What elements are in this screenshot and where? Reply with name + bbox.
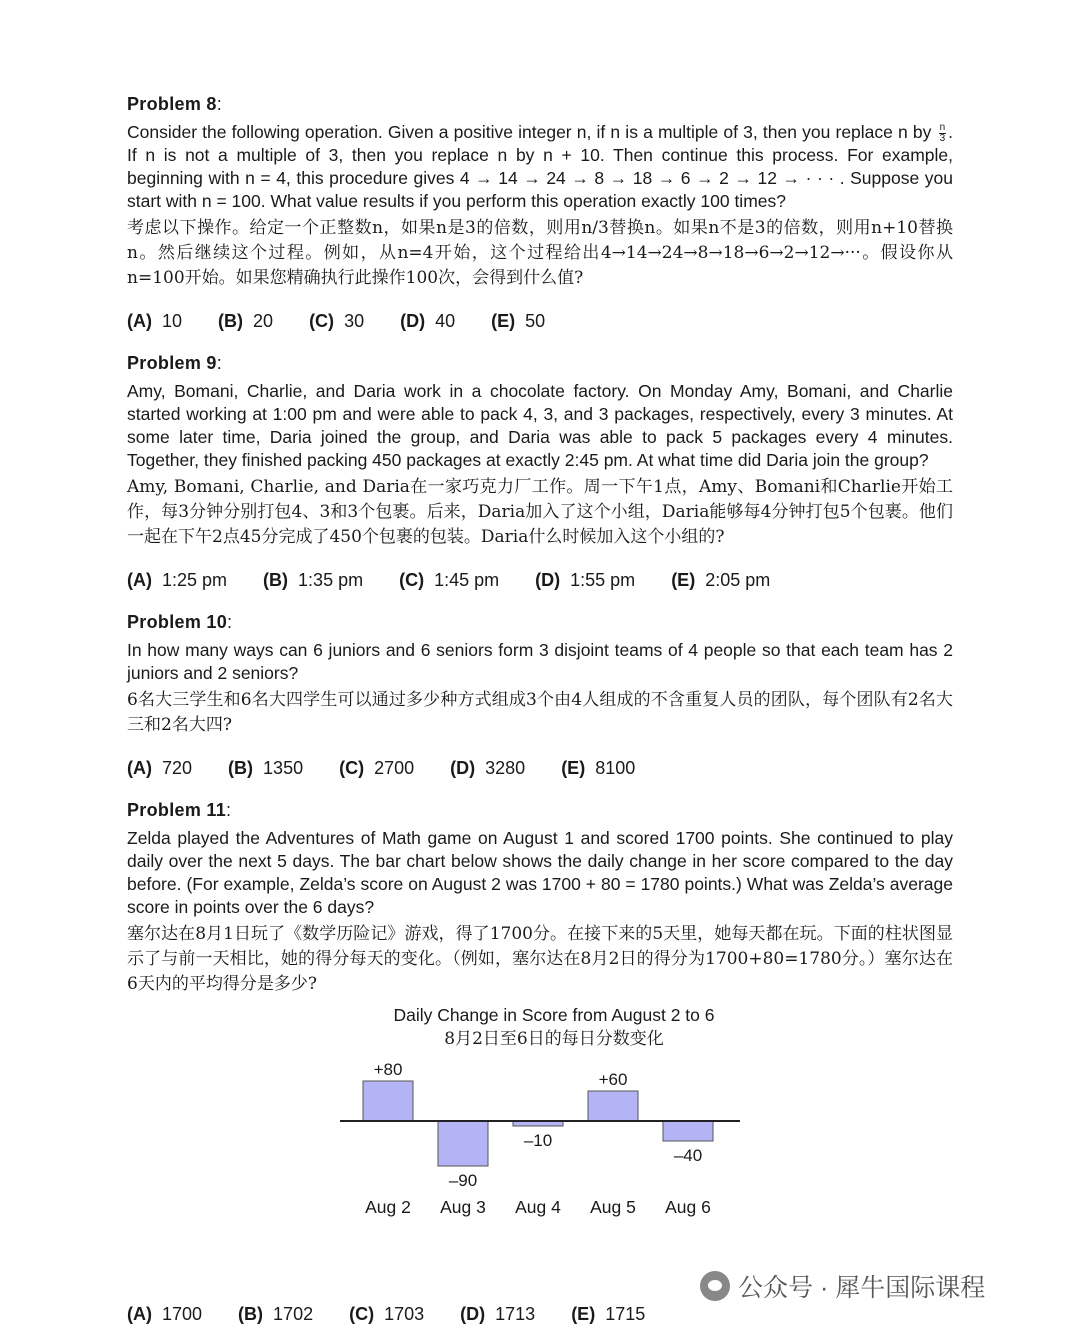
bar-data-label: +60	[598, 1070, 628, 1089]
problem-9	[127, 351, 953, 592]
answer-choices	[127, 309, 953, 333]
bar-aug-3	[438, 1121, 488, 1166]
choice-d[interactable]: (D) 3280	[450, 758, 526, 778]
choice-e[interactable]: (E) 1715	[571, 1304, 646, 1324]
choice-b[interactable]: (B) 1:35 pm	[263, 570, 364, 590]
problem-text-en: In how many ways can 6 juniors and 6 seniors form 3 disjoint teams of 4 people so that each team has 2 juniors and 2 seniors?	[127, 640, 953, 683]
x-tick-label: Aug 2	[365, 1197, 411, 1217]
chart-title-zh: 8月2日至6日的每日分数变化	[444, 1029, 664, 1049]
answer-choices	[127, 568, 953, 592]
document-page	[127, 92, 953, 1261]
choice-e[interactable]: (E) 50	[491, 311, 546, 331]
choice-a[interactable]: (A) 1:25 pm	[127, 570, 228, 590]
bar-data-label: –90	[448, 1171, 478, 1190]
problem-11	[127, 798, 953, 1243]
choice-c[interactable]: (C) 2700	[339, 758, 415, 778]
bar-aug-5	[588, 1091, 638, 1121]
choice-e[interactable]: (E) 8100	[561, 758, 636, 778]
choice-d[interactable]: (D) 1713	[460, 1304, 536, 1324]
choice-e[interactable]: (E) 2:05 pm	[671, 570, 771, 590]
problem-text-zh: 6名大三学生和6名大四学生可以通过多少种方式组成3个由4人组成的不含重复人员的团队，每个团队有2名大三和2名大四?	[127, 690, 953, 735]
fraction-n-over-3: $\frac{n}{3}$	[939, 121, 946, 144]
bar-aug-6	[663, 1121, 713, 1141]
choice-c[interactable]: (C) 1:45 pm	[399, 570, 500, 590]
watermark	[700, 1268, 985, 1304]
x-tick-label: Aug 5	[590, 1197, 636, 1217]
choice-b[interactable]: (B) 1702	[238, 1304, 314, 1324]
problem-title: Problem 10:	[127, 612, 233, 632]
problem-text-en: Amy, Bomani, Charlie, and Daria work in a chocolate factory. On Monday Amy, Bomani, and Charlie started working at 1:00 pm and were able to pack 4, 3, and 3 packages, respectively, every 3 minutes. At some later time, Daria joined the group, and Daria was able to pack 5 packages every 4 minutes. Together, they finished packing 450 packages at exactly 2:45 pm. At what time did Daria join the group?	[127, 381, 953, 470]
problem-title: Problem 8:	[127, 94, 223, 114]
answer-choices-problem-11	[127, 1302, 681, 1326]
choice-a[interactable]: (A) 1700	[127, 1304, 203, 1324]
watermark-text: 公众号 · 犀牛国际课程	[738, 1274, 986, 1302]
choice-c[interactable]: (C) 1703	[349, 1304, 425, 1324]
problem-text-en: Zelda played the Adventures of Math game on August 1 and scored 1700 points. She continued to play daily over the next 5 days. The bar chart below shows the daily change in her score compared to the day before. (For example, Zelda’s score on August 2 was 1700 + 80 = 1780 points.) What was Zelda’s average score in points over the 6 days?	[127, 828, 953, 917]
bar-chart-svg	[127, 1051, 953, 1241]
choice-b[interactable]: (B) 20	[218, 311, 274, 331]
problem-title: Problem 11:	[127, 800, 232, 820]
x-tick-label: Aug 6	[665, 1197, 711, 1217]
choice-a[interactable]: (A) 720	[127, 758, 193, 778]
choice-a[interactable]: (A) 10	[127, 311, 183, 331]
score-change-chart	[127, 1003, 953, 1243]
problem-10	[127, 610, 953, 780]
problem-text-en: Consider the following operation. Given a positive integer n, if n is a multiple of 3, then you replace n by $\frac{n}{3}$ . If n is not a multiple of 3, then you replace n by n + 10. Then continue this process. For example, beginning with n = 4, this procedure gives 4 → 14 → 24 → 8 → 18 → 6 → 2 → 12 → · · · . Suppose you start with n = 100. What value results if you perform this operation exactly 100 times?	[127, 121, 953, 211]
bar-aug-2	[363, 1081, 413, 1121]
x-tick-label: Aug 3	[440, 1197, 486, 1217]
problem-title: Problem 9:	[127, 353, 223, 373]
bar-data-label: +80	[373, 1060, 403, 1079]
problem-text-zh: 塞尔达在8月1日玩了《数学历险记》游戏，得了1700分。在接下来的5天里，她每天都在玩。下面的柱状图显示了与前一天相比，她的得分每天的变化。（例如，塞尔达在8月2日的得分为1700+80=1780分。）塞尔达在6天内的平均得分是多少?	[127, 924, 953, 994]
problem-text-zh: Amy, Bomani, Charlie, and Daria在一家巧克力厂工作。周一下午1点，Amy、Bomani和Charlie开始工作，每3分钟分别打包4、3和3个包裹。后来，Daria加入了这个小组，Daria能够每4分钟打包5个包裹。他们一起在下午2点45分完成了450个包裹的包装。Daria什么时候加入这个小组的?	[127, 477, 953, 547]
wechat-icon	[700, 1271, 730, 1301]
choice-d[interactable]: (D) 1:55 pm	[535, 570, 636, 590]
choice-d[interactable]: (D) 40	[400, 311, 456, 331]
x-tick-label: Aug 4	[515, 1197, 561, 1217]
problem-text-zh: 考虑以下操作。给定一个正整数n，如果n是3的倍数，则用n/3替换n。如果n不是3的倍数，则用n+10替换n。然后继续这个过程。例如，从n=4开始，这个过程给出4→14→24→8→18→6→2→12→···。假设你从n=100开始。如果您精确执行此操作100次，会得到什么值?	[127, 218, 953, 288]
chart-title: Daily Change in Score from August 2 to 6	[393, 1005, 715, 1025]
bar-data-label: –40	[673, 1146, 703, 1165]
answer-choices	[127, 756, 953, 780]
choice-b[interactable]: (B) 1350	[228, 758, 304, 778]
choice-c[interactable]: (C) 30	[309, 311, 365, 331]
bar-data-label: –10	[523, 1131, 553, 1150]
problem-8	[127, 92, 953, 333]
